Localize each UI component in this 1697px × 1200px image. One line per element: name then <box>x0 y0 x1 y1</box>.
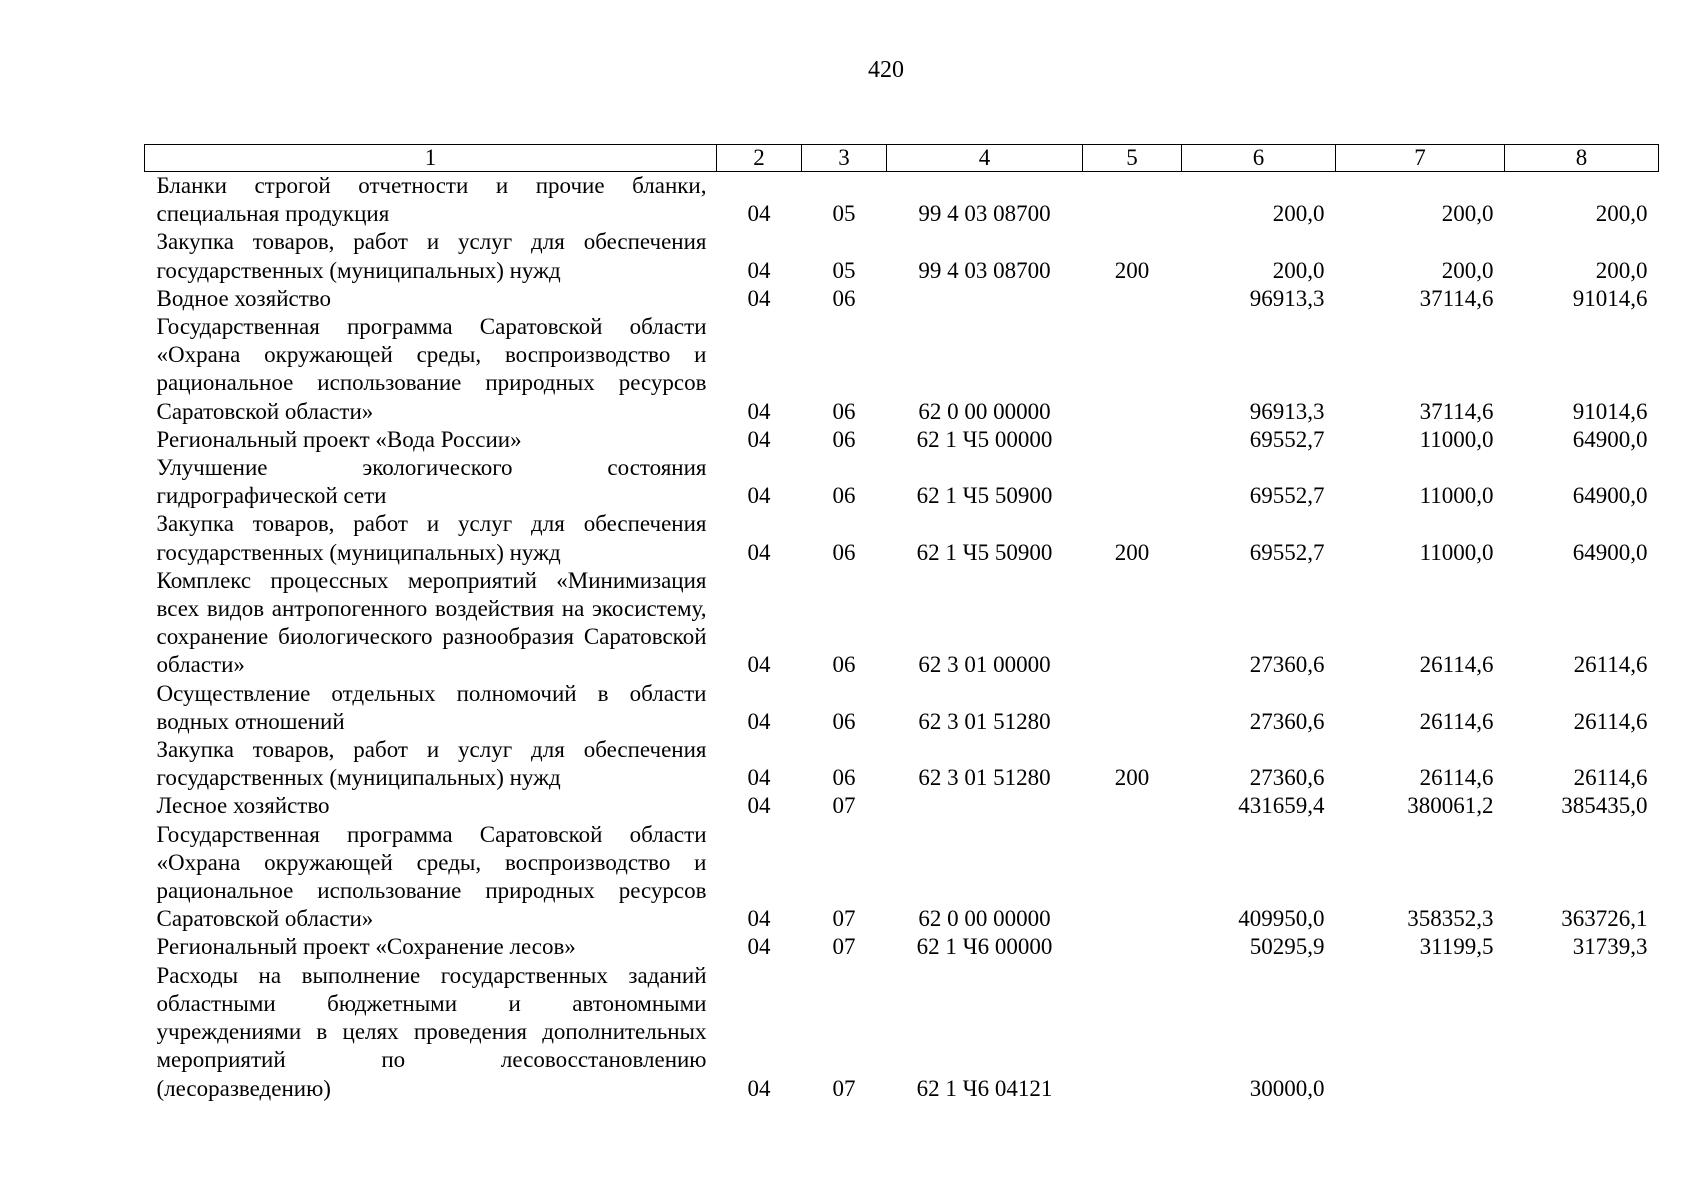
amount-col8-cell: 200,0 <box>1595 201 1648 227</box>
section-cell: 04 <box>747 793 771 819</box>
subsection-cell: 07 <box>832 906 856 932</box>
subsection-cell: 07 <box>832 793 856 819</box>
expense-type-cell <box>1083 172 1182 229</box>
section-cell: 04 <box>747 426 771 452</box>
subsection-cell: 06 <box>832 708 856 734</box>
amount-col6-cell: 200,0 <box>1272 201 1325 227</box>
amount-col6-cell: 27360,6 <box>1249 708 1325 734</box>
subsection-cell: 06 <box>832 765 856 791</box>
amount-col8-cell: 385435,0 <box>1561 793 1648 819</box>
amount-col6-cell: 69552,7 <box>1249 539 1325 565</box>
amount-col8-cell: 91014,6 <box>1572 285 1648 311</box>
subsection-cell: 07 <box>832 1075 856 1101</box>
table-row <box>145 510 1659 566</box>
row-name-cell: Государственная программа Саратовской области «Охрана окружающей среды, воспроизводство и рациональное использование природных ресурсов Саратовской области» <box>156 314 707 424</box>
section-cell: 04 <box>747 934 771 960</box>
table-header <box>145 145 1659 172</box>
row-name-cell: Лесное хозяйство <box>156 793 330 819</box>
row-name-cell: Закупка товаров, работ и услуг для обеспечения государственных (муниципальных) нужд <box>156 229 707 283</box>
target-article-cell: 62 3 01 51280 <box>918 708 1051 734</box>
column-header-7: 7 <box>1336 145 1505 172</box>
amount-col8-cell: 200,0 <box>1595 257 1648 283</box>
row-name-cell: Закупка товаров, работ и услуг для обеспечения государственных (муниципальных) нужд <box>156 737 707 791</box>
expense-type-cell <box>1083 313 1182 426</box>
amount-col6-cell: 69552,7 <box>1249 483 1325 509</box>
amount-col6-cell: 69552,7 <box>1249 426 1325 452</box>
row-name-cell: Водное хозяйство <box>156 285 331 311</box>
expense-type-cell <box>1083 962 1182 1103</box>
header-row <box>145 145 1659 172</box>
expense-type-cell <box>1083 933 1182 961</box>
row-name-cell: Региональный проект «Сохранение лесов» <box>156 934 576 960</box>
column-header-5: 5 <box>1083 145 1182 172</box>
section-cell: 04 <box>747 652 771 678</box>
table-row <box>145 172 1659 229</box>
row-name-cell: Расходы на выполнение государственных заданий областными бюджетными и автономными учреждениями в целях проведения дополнительных мероприятий по лесовосстановлению (лесоразведению) <box>156 962 707 1101</box>
amount-col6-cell: 30000,0 <box>1249 1075 1325 1101</box>
column-header-3: 3 <box>802 145 887 172</box>
budget-table <box>144 144 1659 1103</box>
section-cell: 04 <box>747 285 771 311</box>
subsection-cell: 06 <box>832 539 856 565</box>
amount-col7-cell: 26114,6 <box>1419 765 1494 791</box>
page-number: 420 <box>868 57 904 83</box>
section-cell: 04 <box>747 765 771 791</box>
subsection-cell: 05 <box>832 257 856 283</box>
amount-col8-cell: 26114,6 <box>1573 708 1648 734</box>
target-article-cell: 62 1 Ч5 50900 <box>916 539 1053 565</box>
amount-col7-cell: 11000,0 <box>1419 539 1494 565</box>
amount-col7-cell <box>1336 962 1505 1103</box>
subsection-cell: 06 <box>832 483 856 509</box>
target-article-cell <box>887 792 1083 820</box>
amount-col6-cell: 409950,0 <box>1238 906 1325 932</box>
amount-col7-cell: 11000,0 <box>1419 426 1494 452</box>
amount-col6-cell: 431659,4 <box>1238 793 1325 819</box>
subsection-cell: 06 <box>832 652 856 678</box>
table-body <box>145 172 1659 1103</box>
subsection-cell: 05 <box>832 201 856 227</box>
expense-type-cell <box>1083 792 1182 820</box>
expense-type-cell <box>1083 567 1182 680</box>
amount-col7-cell: 358352,3 <box>1407 906 1494 932</box>
amount-col6-cell: 50295,9 <box>1249 934 1325 960</box>
section-cell: 04 <box>747 201 771 227</box>
target-article-cell <box>887 285 1083 313</box>
expense-type-cell <box>1083 821 1182 934</box>
amount-col8-cell: 363726,1 <box>1561 906 1648 932</box>
target-article-cell: 62 0 00 00000 <box>918 906 1051 932</box>
amount-col7-cell: 200,0 <box>1441 257 1494 283</box>
table-row <box>145 454 1659 510</box>
row-name-cell: Осуществление отдельных полномочий в области водных отношений <box>156 680 707 734</box>
row-name-cell: Улучшение экологического состояния гидрографической сети <box>156 455 707 509</box>
table-row <box>145 933 1659 961</box>
amount-col7-cell: 11000,0 <box>1419 483 1494 509</box>
row-name-cell: Государственная программа Саратовской области «Охрана окружающей среды, воспроизводство и рациональное использование природных ресурсов Саратовской области» <box>156 821 707 932</box>
subsection-cell: 07 <box>832 934 856 960</box>
target-article-cell: 62 3 01 00000 <box>918 652 1051 678</box>
subsection-cell: 06 <box>832 426 856 452</box>
section-cell: 04 <box>747 708 771 734</box>
row-name-cell: Закупка товаров, работ и услуг для обеспечения государственных (муниципальных) нужд <box>156 511 707 565</box>
expense-type-cell: 200 <box>1114 765 1150 791</box>
amount-col8-cell: 31739,3 <box>1572 934 1648 960</box>
column-header-8: 8 <box>1505 145 1659 172</box>
table-row <box>145 736 1659 792</box>
target-article-cell: 99 4 03 08700 <box>918 201 1051 227</box>
table-row <box>145 426 1659 454</box>
row-name-cell: Бланки строгой отчетности и прочие бланки, специальная продукция <box>156 173 707 227</box>
column-header-6: 6 <box>1182 145 1336 172</box>
target-article-cell: 62 1 Ч5 50900 <box>916 483 1053 509</box>
table-row <box>145 962 1659 1103</box>
amount-col8-cell: 26114,6 <box>1573 765 1648 791</box>
target-article-cell: 62 0 00 00000 <box>918 398 1051 424</box>
amount-col7-cell: 37114,6 <box>1419 398 1494 424</box>
table-row <box>145 313 1659 426</box>
expense-type-cell <box>1083 454 1182 510</box>
amount-col8-cell <box>1505 962 1659 1103</box>
table-row <box>145 821 1659 934</box>
expense-type-cell <box>1083 680 1182 736</box>
amount-col7-cell: 380061,2 <box>1407 793 1494 819</box>
amount-col7-cell: 37114,6 <box>1419 285 1494 311</box>
amount-col8-cell: 64900,0 <box>1572 539 1648 565</box>
section-cell: 04 <box>747 257 771 283</box>
row-name-cell: Региональный проект «Вода России» <box>156 426 522 452</box>
table-row <box>145 792 1659 820</box>
amount-col6-cell: 200,0 <box>1272 257 1325 283</box>
table-row <box>145 228 1659 284</box>
expense-type-cell <box>1083 285 1182 313</box>
column-header-4: 4 <box>887 145 1083 172</box>
section-cell: 04 <box>747 539 771 565</box>
table-row <box>145 680 1659 736</box>
table-row <box>145 567 1659 680</box>
section-cell: 04 <box>747 398 771 424</box>
amount-col7-cell: 26114,6 <box>1419 652 1494 678</box>
target-article-cell: 99 4 03 08700 <box>918 257 1051 283</box>
subsection-cell: 06 <box>832 398 856 424</box>
expense-type-cell <box>1083 426 1182 454</box>
amount-col8-cell: 26114,6 <box>1573 652 1648 678</box>
target-article-cell: 62 1 Ч5 00000 <box>916 426 1053 452</box>
amount-col6-cell: 27360,6 <box>1249 765 1325 791</box>
amount-col7-cell: 26114,6 <box>1419 708 1494 734</box>
amount-col8-cell: 91014,6 <box>1572 398 1648 424</box>
section-cell: 04 <box>747 483 771 509</box>
column-header-1: 1 <box>145 145 717 172</box>
table-row <box>145 285 1659 313</box>
amount-col6-cell: 27360,6 <box>1249 652 1325 678</box>
expense-type-cell: 200 <box>1114 539 1150 565</box>
amount-col7-cell: 31199,5 <box>1419 934 1494 960</box>
amount-col6-cell: 96913,3 <box>1249 398 1325 424</box>
subsection-cell: 06 <box>832 285 856 311</box>
target-article-cell: 62 1 Ч6 04121 <box>916 1075 1053 1101</box>
section-cell: 04 <box>747 1075 771 1101</box>
amount-col8-cell: 64900,0 <box>1572 483 1648 509</box>
target-article-cell: 62 1 Ч6 00000 <box>916 934 1053 960</box>
amount-col6-cell: 96913,3 <box>1249 285 1325 311</box>
section-cell: 04 <box>747 906 771 932</box>
amount-col7-cell: 200,0 <box>1441 201 1494 227</box>
expense-type-cell: 200 <box>1114 257 1150 283</box>
target-article-cell: 62 3 01 51280 <box>918 765 1051 791</box>
amount-col8-cell: 64900,0 <box>1572 426 1648 452</box>
row-name-cell: Комплекс процессных мероприятий «Минимизация всех видов антропогенного воздействия на экосистему, сохранение биологического разнообразия Саратовской области» <box>156 567 707 678</box>
column-header-2: 2 <box>717 145 802 172</box>
